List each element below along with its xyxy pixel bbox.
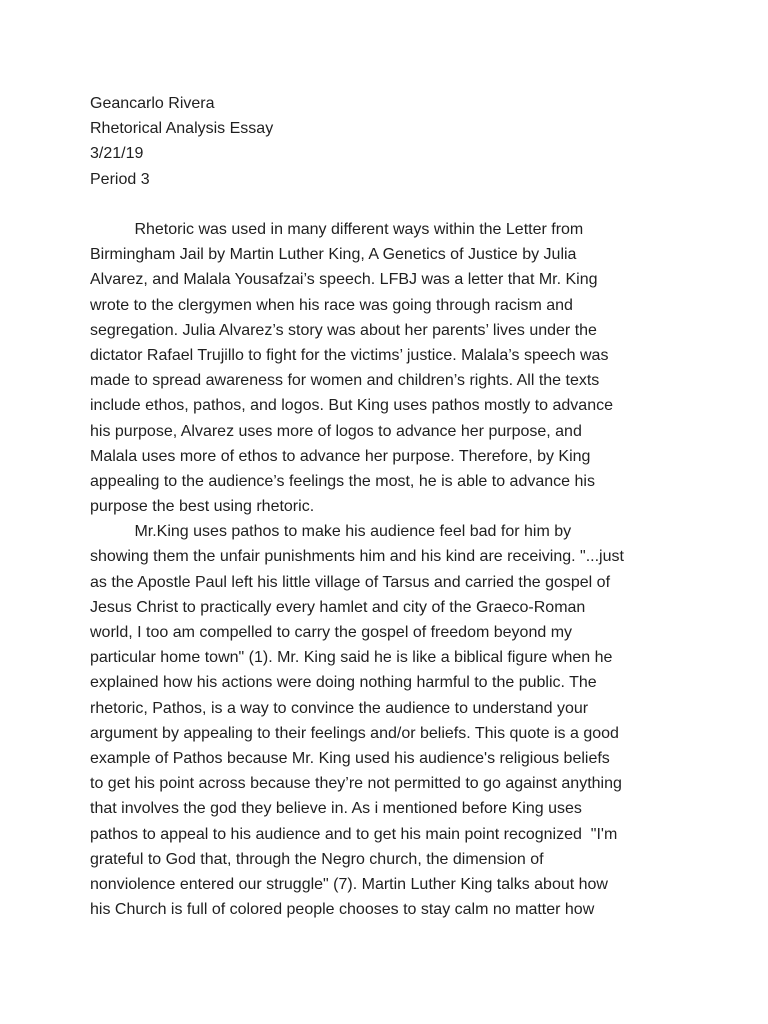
essay-body-line: to get his point across because they’re not permitted to go against anything bbox=[90, 775, 622, 793]
essay-body-line: as the Apostle Paul left his little village of Tarsus and carried the gospel of bbox=[90, 573, 611, 591]
essay-title: Rhetorical Analysis Essay bbox=[90, 120, 274, 138]
essay-body bbox=[90, 217, 690, 922]
essay-body-line: segregation. Julia Alvarez’s story was about her parents’ lives under the bbox=[90, 321, 597, 339]
essay-body-line: pathos to appeal to his audience and to get his main point recognized "I'm bbox=[90, 825, 618, 843]
essay-body-line: nonviolence entered our struggle" (7). Martin Luther King talks about how bbox=[90, 875, 608, 893]
essay-body-line: made to spread awareness for women and children’s rights. All the texts bbox=[90, 372, 600, 390]
essay-body-line: explained how his actions were doing nothing harmful to the public. The bbox=[90, 674, 597, 692]
essay-body-line: his purpose, Alvarez uses more of logos to advance her purpose, and bbox=[90, 422, 582, 440]
essay-body-line: example of Pathos because Mr. King used his audience's religious beliefs bbox=[90, 749, 610, 767]
essay-body-line: argument by appealing to their feelings and/or beliefs. This quote is a good bbox=[90, 724, 619, 742]
essay-body-line: dictator Rafael Trujillo to fight for the victims’ justice. Malala’s speech was bbox=[90, 346, 609, 364]
essay-body-line: his Church is full of colored people chooses to stay calm no matter how bbox=[90, 901, 595, 919]
essay-header bbox=[90, 91, 690, 192]
essay-body-line: rhetoric, Pathos, is a way to convince the audience to understand your bbox=[90, 699, 589, 717]
essay-body-line: wrote to the clergymen when his race was going through racism and bbox=[90, 296, 573, 314]
class-period: Period 3 bbox=[90, 170, 150, 188]
essay-body-line: Mr.King uses pathos to make his audience feel bad for him by bbox=[90, 523, 572, 541]
author-name: Geancarlo Rivera bbox=[90, 95, 215, 112]
essay-body-line: world, I too am compelled to carry the gospel of freedom beyond my bbox=[90, 624, 573, 641]
essay-body-line: purpose the best using rhetoric. bbox=[90, 498, 315, 516]
essay-body-line: particular home town" (1). Mr. King said he is like a biblical figure when he bbox=[90, 649, 613, 667]
essay-body-line: Malala uses more of ethos to advance her purpose. Therefore, by King bbox=[90, 447, 591, 465]
essay-body-line: Rhetoric was used in many different ways within the Letter from bbox=[90, 221, 584, 238]
essay-body-line: showing them the unfair punishments him and his kind are receiving. "...just bbox=[90, 548, 624, 566]
essay-body-line: Jesus Christ to practically every hamlet and city of the Graeco-Roman bbox=[90, 598, 586, 616]
essay-date: 3/21/19 bbox=[90, 145, 144, 163]
essay-body-line: that involves the god they believe in. As i mentioned before King uses bbox=[90, 800, 582, 818]
essay-body-line: grateful to God that, through the Negro church, the dimension of bbox=[90, 850, 544, 868]
essay-body-line: Birmingham Jail by Martin Luther King, A Genetics of Justice by Julia bbox=[90, 246, 577, 264]
essay-body-line: Alvarez, and Malala Yousafzai’s speech. LFBJ was a letter that Mr. King bbox=[90, 271, 598, 289]
essay-body-line: appealing to the audience’s feelings the most, he is able to advance his bbox=[90, 472, 595, 490]
essay-body-line: include ethos, pathos, and logos. But King uses pathos mostly to advance bbox=[90, 397, 613, 415]
